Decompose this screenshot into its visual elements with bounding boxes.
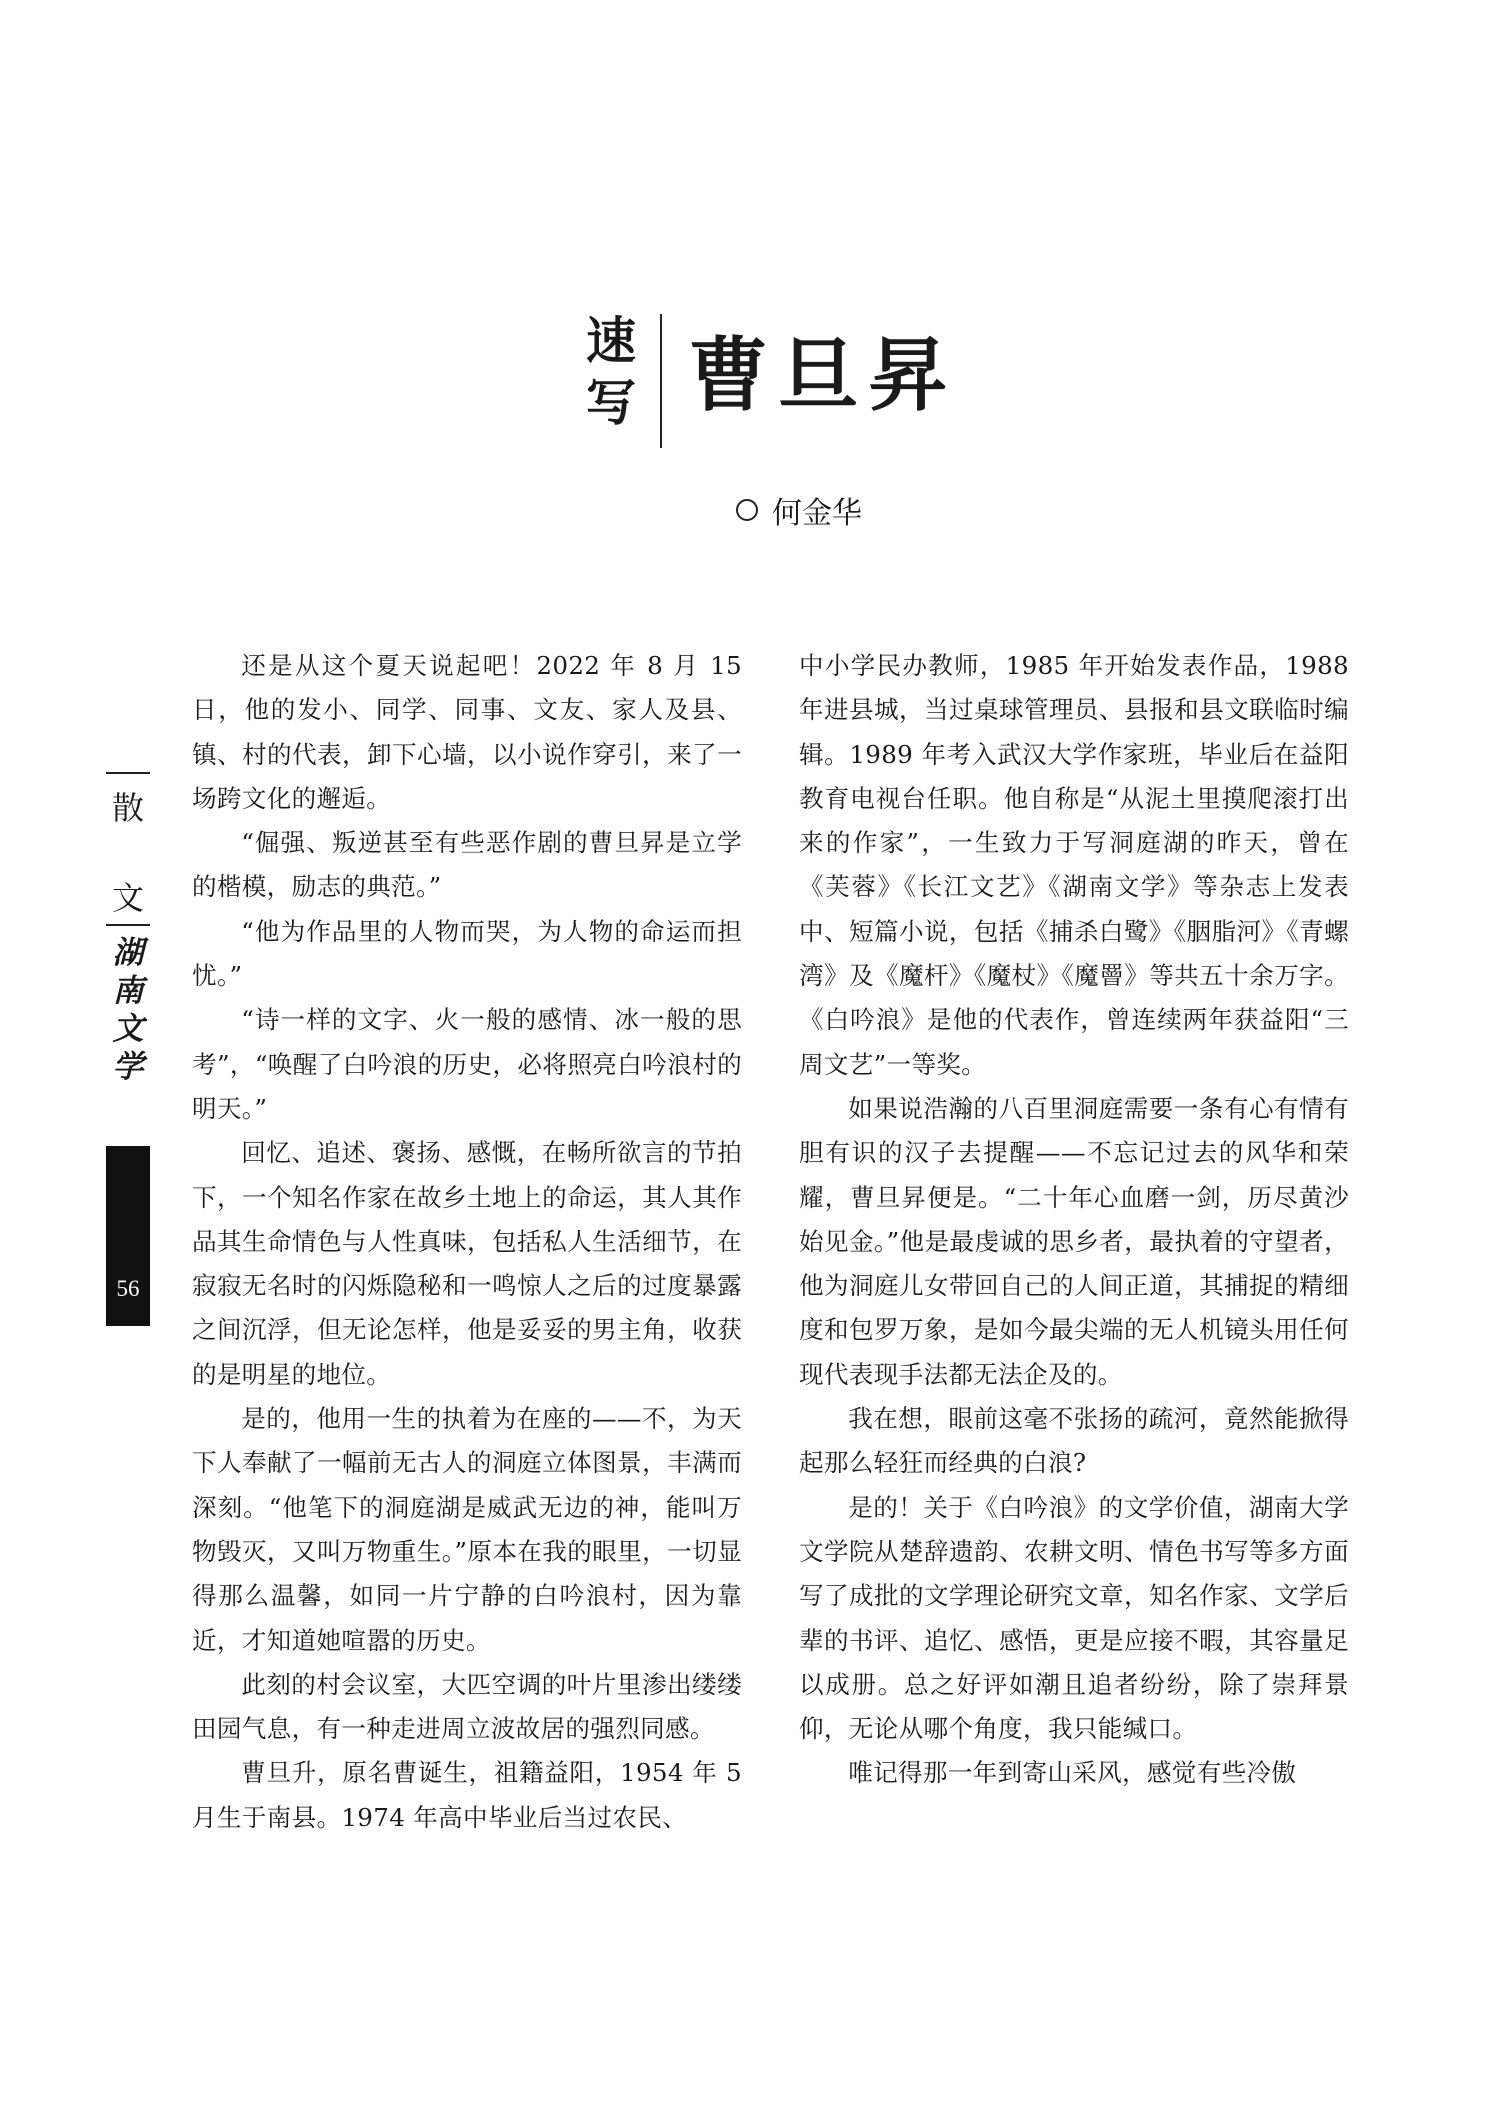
paragraph: 曹旦升，原名曹诞生，祖籍益阳，1954 年 5 月生于南县。1974 年高中毕业后当过农民、 xyxy=(192,1758,742,1832)
paragraph: “倔强、叛逆甚至有些恶作剧的曹旦昇是立学的楷模，励志的典范。” xyxy=(192,828,742,902)
magazine-name-char-2: 南 xyxy=(112,973,144,1009)
article-header xyxy=(570,310,970,450)
column-label xyxy=(576,310,646,434)
article-title: 曹旦昇 xyxy=(688,329,958,422)
author-name: 何金华 xyxy=(772,496,862,531)
circle-icon xyxy=(736,499,758,521)
body-column-right xyxy=(799,644,1349,1796)
header-divider xyxy=(660,314,662,448)
paragraph: 是的！关于《白吟浪》的文学价值，湖南大学文学院从楚辞遗韵、农耕文明、情色书写等多方面写了成批的文学理论研究文章，知名作家、文学后辈的书评、追忆、感悟，更是应接不暇，其容量足以成册。总之好评如潮且追者纷纷，除了崇拜景仰，无论从哪个角度，我只能缄口。 xyxy=(799,1492,1349,1744)
paragraph: “他为作品里的人物而哭，为人物的命运而担忧。” xyxy=(192,916,742,991)
paragraph: 我在想，眼前这毫不张扬的疏河，竟然能掀得起那么轻狂而经典的白浪? xyxy=(799,1404,1349,1478)
paragraph: “诗一样的文字、火一般的感情、冰一般的思考”，“唤醒了白吟浪的历史，必将照亮白吟浪村的明天。” xyxy=(192,1005,742,1123)
author-line xyxy=(736,494,862,534)
paragraph: 是的，他用一生的执着为在座的——不，为天下人奉献了一幅前无古人的洞庭立体图景，丰满而深刻。“他笔下的洞庭湖是威武无边的神，能叫万物毁灭，又叫万物重生。”原本在我的眼里，一切显得那么温馨，如同一片宁静的白吟浪村，因为靠近，才知道她喧嚣的历史。 xyxy=(192,1404,742,1655)
paragraph: 如果说浩瀚的八百里洞庭需要一条有心有情有胆有识的汉子去提醒——不忘记过去的风华和荣耀，曹旦昇便是。“二十年心血磨一剑，历尽黄沙始见金。”他是最虔诚的思乡者，最执着的守望者，他为洞庭儿女带回自己的人间正道，其捕捉的精细度和包罗万象，是如今最尖端的无人机镜头用任何现代表现手法都无法企及的。 xyxy=(799,1093,1349,1389)
magazine-name-char-4: 学 xyxy=(112,1049,144,1085)
sidebar-rule-bottom xyxy=(106,924,150,926)
paragraph: 唯记得那一年到寄山采风，感觉有些冷傲 xyxy=(848,1758,1297,1788)
section-sidebar xyxy=(106,772,152,1086)
paragraph: 回忆、追述、褒扬、感慨，在畅所欲言的节拍下，一个知名作家在故乡土地上的命运，其人其作品其生命情色与人性真味，包括私人生活细节，在寂寂无名时的闪烁隐秘和一鸣惊人之后的过度暴露之间沉浮，但无论怎样，他是妥妥的男主角，收获的是明星的地位。 xyxy=(192,1138,742,1389)
paragraph: 还是从这个夏天说起吧！2022 年 8 月 15 日，他的发小、同学、同事、文友、家人及县、镇、村的代表，卸下心墙，以小说作穿引，来了一场跨文化的邂逅。 xyxy=(192,651,742,813)
section-char-1: 散 xyxy=(111,789,144,827)
magazine-name-char-1: 湖 xyxy=(112,935,144,971)
paragraph: 此刻的村会议室，大匹空调的叶片里渗出缕缕田园气息，有一种走进周立波故居的强烈同感。 xyxy=(192,1669,742,1744)
page-number: 56 xyxy=(116,1276,140,1301)
body-column-left xyxy=(192,644,742,1840)
sidebar-rule-top xyxy=(106,772,150,774)
page-number-tab xyxy=(106,1146,150,1326)
magazine-name-char-3: 文 xyxy=(112,1011,144,1047)
paragraph-continued: 中小学民办教师，1985 年开始发表作品，1988 年进县城，当过桌球管理员、县报和县文联临时编辑。1989 年考入武汉大学作家班，毕业后在益阳教育电视台任职。他自称是“从泥土里摸爬滚打出来的作家”，一生致力于写洞庭湖的昨天，曾在《芙蓉》《长江文艺》《湖南文学》等杂志上发表中、短篇小说，包括《捕杀白鹭》《胭脂河》《青螺湾》及《魔杆》《魔杖》《魔罾》等共五十余万字。《白吟浪》是他的代表作，曾连续两年获益阳“三周文艺”一等奖。 xyxy=(799,651,1349,1079)
column-label-char-1: 速 xyxy=(586,312,636,370)
section-char-2: 文 xyxy=(111,879,144,917)
column-label-char-2: 写 xyxy=(586,374,636,432)
